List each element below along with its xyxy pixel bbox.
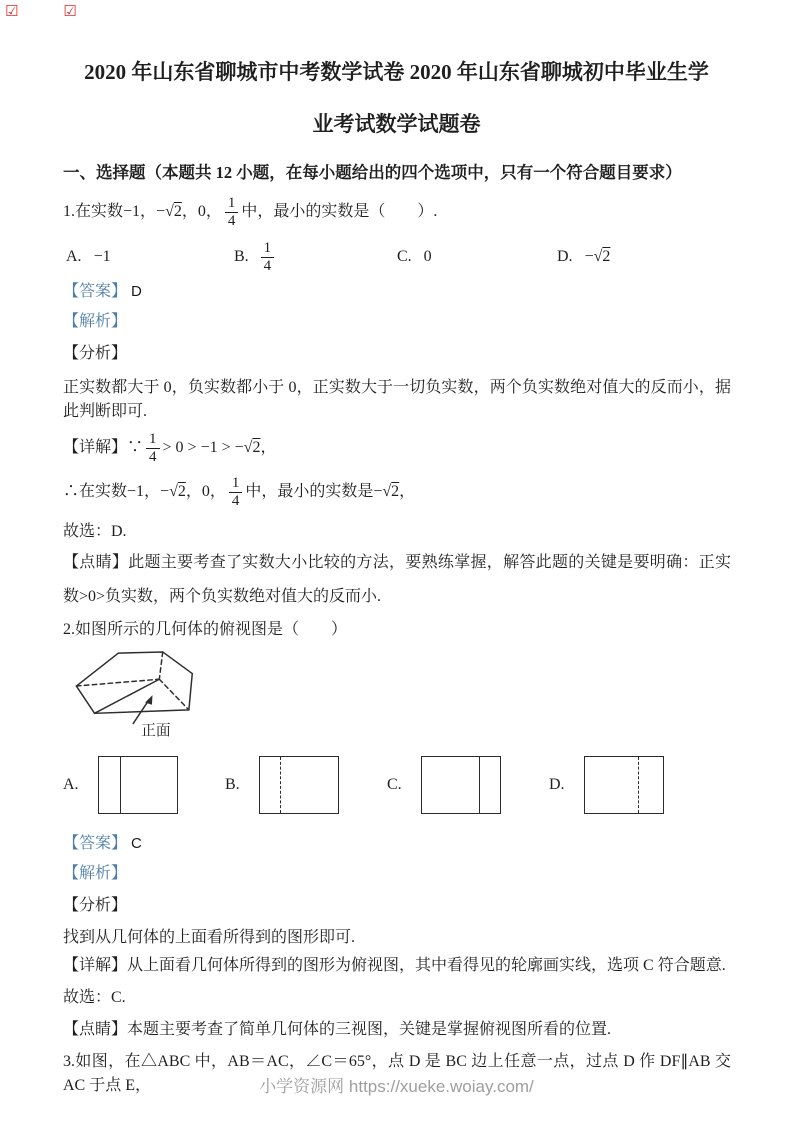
- radicand: 2: [173, 203, 182, 220]
- option-label: A.: [63, 776, 79, 793]
- q1-answer-line: [63, 280, 731, 304]
- fraction-numerator: 1: [227, 195, 236, 212]
- q1-option-b: [234, 240, 397, 274]
- fraction: [229, 475, 243, 509]
- because-sign: ∵: [127, 439, 144, 456]
- q2-option-d: [549, 756, 664, 814]
- q1-stem-text: 中，最小的实数是（ ）.: [241, 203, 438, 220]
- page-title: [30, 46, 763, 150]
- q3-stem: 3.如图，在△ABC 中，AB＝AC，∠C＝65°，点 D 是 BC 边上任意一点，过点 D 作 DF∥AB 交 AC 于点 E，: [63, 1053, 731, 1094]
- q1-detail-line-1: [63, 426, 731, 470]
- radicand: 2: [391, 483, 400, 500]
- radical-sign: √: [165, 203, 174, 220]
- q2-answer-line: [63, 832, 731, 856]
- answer-marker: 【答案】: [63, 283, 128, 300]
- q1-stem: [63, 190, 731, 234]
- q1-option-a: [66, 248, 234, 266]
- fraction: [225, 195, 239, 229]
- top-view-rectangle: [584, 756, 664, 814]
- front-face-label: 正面: [141, 722, 171, 739]
- rectangle-divider-line: [479, 757, 480, 813]
- q1-option-d: [557, 248, 610, 266]
- top-view-rectangle: [421, 756, 501, 814]
- red-check-icon: ☑: [63, 2, 77, 20]
- note-text: 本题主要考查了简单几何体的三视图，关键是掌握俯视图所看的位置.: [127, 1021, 612, 1038]
- option-label: B.: [234, 248, 249, 265]
- q2-analysis-marker-line: [63, 894, 731, 918]
- red-check-icon: ☑: [5, 2, 19, 20]
- detail-marker: 【详解】: [63, 957, 128, 974]
- title-line-2: 业考试数学试题卷: [312, 112, 481, 136]
- radical-sign: √: [382, 483, 392, 500]
- option-value: −1: [93, 248, 111, 265]
- q1-stem-text: 1.在实数−1，−: [63, 203, 166, 220]
- q1-analysis-text: 正实数都大于 0，负实数都小于 0，正实数大于一切负实数，两个负实数绝对值大的反而小，据此判断即可.: [63, 379, 731, 420]
- sqrt-expression: [244, 439, 261, 456]
- detail-text: 从上面看几何体所得到的图形为俯视图，其中看得见的轮廓画实线，选项 C 符合题意.: [127, 957, 726, 974]
- fraction-numerator: 1: [263, 240, 272, 256]
- rectangle-divider-line: [638, 757, 639, 813]
- rectangle-divider-line: [280, 757, 281, 813]
- fraction-denominator: 4: [225, 212, 239, 230]
- therefore-text: 中，最小的实数是−: [245, 483, 383, 500]
- answer-marker: 【答案】: [63, 835, 128, 852]
- q2-option-b: [225, 756, 387, 814]
- therefore-text: ，: [399, 483, 416, 500]
- rectangle-divider-line: [120, 757, 121, 813]
- analysis-marker: 【分析】: [63, 345, 128, 362]
- note-marker: 【点睛】: [63, 554, 129, 571]
- fraction-denominator: 4: [146, 448, 160, 466]
- radical-sign: √: [593, 248, 603, 265]
- radicand: 2: [602, 248, 611, 265]
- corner-stamp-icons: [5, 2, 77, 20]
- therefore-text: ，0，: [185, 483, 226, 500]
- explain-marker: 【解析】: [63, 865, 128, 882]
- sqrt-expression: [382, 483, 399, 500]
- note-text: 此题主要考查了实数大小比较的方法，要熟练掌握，解答此题的关键是要明确：正实数>0>负实数，两个负实数绝对值大的反而小.: [63, 554, 731, 605]
- answer-letter: C: [131, 835, 142, 852]
- fraction-denominator: 4: [261, 257, 275, 275]
- top-view-rectangle: [98, 756, 178, 814]
- option-label: C.: [397, 248, 412, 265]
- fraction-denominator: 4: [229, 492, 243, 510]
- radical-sign: √: [243, 439, 253, 456]
- sqrt-expression: [594, 248, 611, 265]
- q1-explain-line: [63, 310, 731, 334]
- explain-marker: 【解析】: [63, 313, 128, 330]
- q2-options-row: [63, 750, 793, 820]
- inequality-text: ，: [260, 439, 277, 456]
- option-label: A.: [66, 248, 82, 265]
- section-heading: 一、选择题（本题共 12 小题，在每小题给出的四个选项中，只有一个符合题目要求）: [63, 163, 682, 182]
- solid-figure: [70, 644, 210, 744]
- analysis-marker: 【分析】: [63, 897, 128, 914]
- sqrt-expression: [169, 483, 186, 500]
- detail-marker: 【详解】: [63, 439, 128, 456]
- minus-sign: −: [584, 248, 594, 265]
- title-line-1: 2020 年山东省聊城市中考数学试卷 2020 年山东省聊城初中毕业生学: [84, 60, 709, 84]
- fraction-numerator: 1: [149, 431, 157, 448]
- answer-letter: D: [131, 283, 142, 300]
- q2-analysis-text: 找到从几何体的上面看所得到的图形即可.: [63, 929, 356, 946]
- q1-analysis-marker-line: [63, 342, 731, 366]
- radical-sign: √: [169, 483, 178, 500]
- inequality-text: > 0 > −1 > −: [162, 439, 244, 456]
- option-label: D.: [557, 248, 573, 265]
- q2-explain-line: [63, 862, 731, 886]
- q1-conclusion: 故选：D.: [63, 523, 127, 540]
- top-view-rectangle: [259, 756, 339, 814]
- q2-figure: [70, 644, 793, 744]
- q1-option-c: [397, 248, 557, 266]
- note-marker: 【点睛】: [63, 1021, 128, 1038]
- fraction: [146, 431, 160, 465]
- option-label: C.: [387, 776, 402, 793]
- fraction: [261, 240, 275, 274]
- q2-option-a: [63, 756, 225, 814]
- q2-stem: 2.如图所示的几何体的俯视图是（ ）: [63, 621, 348, 638]
- q1-detail-line-2: [63, 470, 731, 514]
- q1-note: [63, 546, 731, 614]
- therefore-text: ∴在实数−1，−: [63, 483, 170, 500]
- option-value: [585, 248, 611, 266]
- q1-stem-text: ，0，: [181, 203, 222, 220]
- q2-conclusion: 故选：C.: [63, 989, 126, 1006]
- option-label: D.: [549, 776, 565, 793]
- radicand: 2: [177, 483, 186, 500]
- q2-option-c: [387, 756, 549, 814]
- q2-detail-line: [63, 954, 731, 978]
- option-label: B.: [225, 776, 240, 793]
- radicand: 2: [252, 439, 261, 456]
- fraction-numerator: 1: [231, 475, 240, 492]
- footer-watermark: 小学资源网 https://xueke.woiay.com/: [259, 1077, 534, 1096]
- sqrt-expression: [165, 203, 182, 220]
- option-value: 0: [423, 248, 432, 265]
- q2-note: [63, 1018, 731, 1042]
- q1-options-row: [66, 234, 793, 280]
